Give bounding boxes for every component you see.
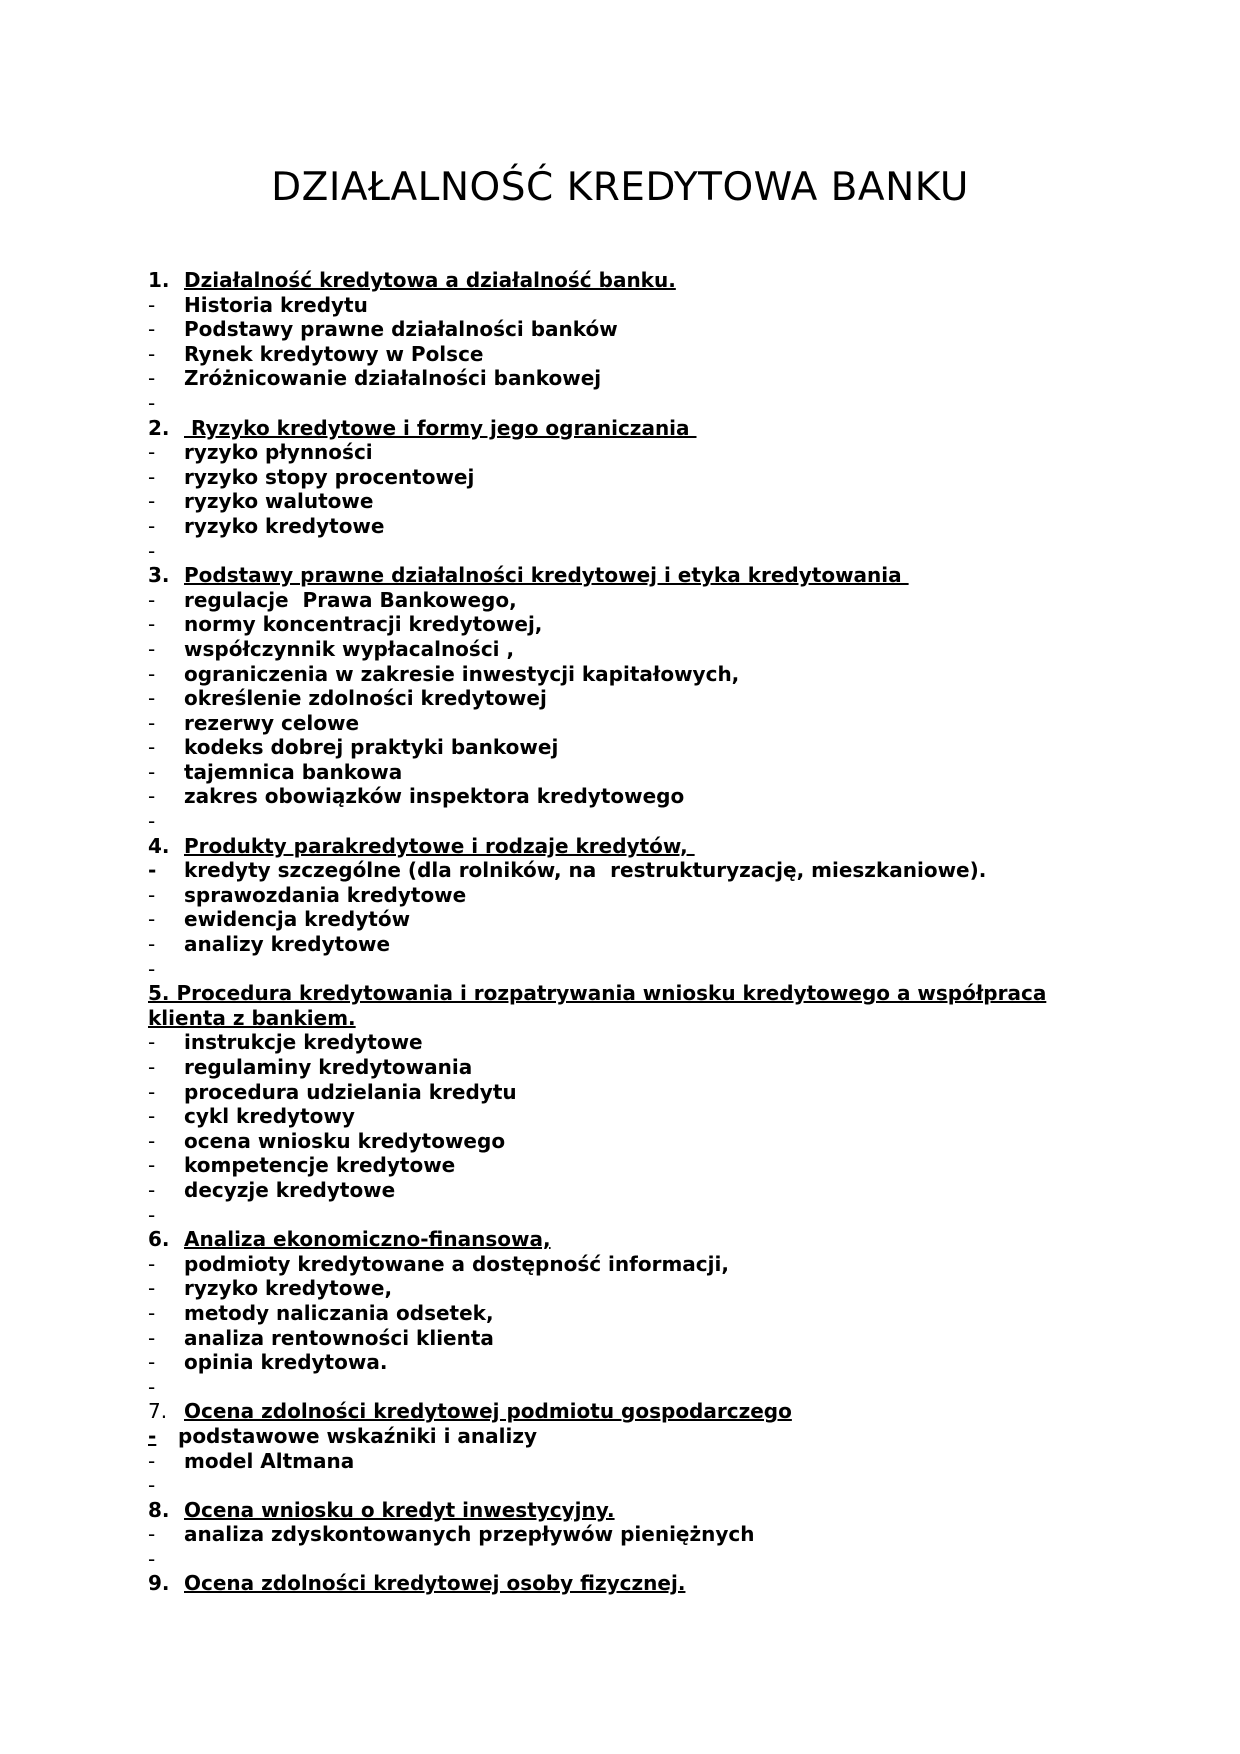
list-marker: - [148,1448,156,1473]
list-item [148,1252,1148,1277]
list-marker: - [148,513,156,538]
list-text: normy koncentracji kredytowej, [184,612,543,637]
list-text: regulacje Prawa Bankowego, [184,587,517,612]
list-item [148,1449,1148,1474]
list-marker: - [148,1153,156,1178]
list-item [148,784,1148,809]
list-marker: - [148,1546,156,1571]
list-marker: - [148,440,156,465]
list-text: Działalność kredytowa a działalność banku. [184,268,676,292]
list-text: ocena wniosku kredytowego [184,1128,506,1153]
list-marker: - [148,292,156,317]
section-heading [148,1006,1148,1031]
list-text: podmioty kredytowane a dostępność informacji, [184,1251,729,1276]
list-item [148,366,1148,391]
section-heading [148,1399,1148,1424]
list-text: ryzyko kredytowe [184,513,385,538]
list-marker: - [148,587,156,612]
list-marker: - [148,1473,156,1498]
list-text: podstawowe wskaźniki i analizy [178,1423,538,1448]
section-heading [148,416,1148,441]
list-text: model Altmana [184,1448,355,1473]
list-marker: 2. [148,415,170,440]
list-marker: - [148,882,156,907]
list-marker: 4. [148,833,170,858]
list-marker: - [148,1276,156,1301]
list-item [148,1276,1148,1301]
list-text: rezerwy celowe [184,710,360,735]
list-item [148,1129,1148,1154]
list-item [148,1104,1148,1129]
list-item [148,612,1148,637]
list-item [148,465,1148,490]
list-marker: - [148,661,156,686]
list-marker: - [148,390,156,415]
list-item [148,1030,1148,1055]
section-heading [148,1571,1148,1596]
list-marker: - [148,1079,156,1104]
list-marker: - [148,784,156,809]
list-text: analiza rentowności klienta [184,1325,494,1350]
section-heading [148,1498,1148,1523]
list-text: kompetencje kredytowe [184,1153,456,1178]
list-marker: - [148,710,156,735]
list-marker: - [148,1350,156,1375]
outline-list [148,268,1148,1596]
list-marker: - [148,858,157,883]
list-text: zakres obowiązków inspektora kredytowego [184,784,685,809]
list-text: Zróżnicowanie działalności bankowej [184,366,602,391]
list-marker: - [148,1251,156,1276]
list-item [148,1326,1148,1351]
list-marker: - [148,1128,156,1153]
list-item [148,1522,1148,1547]
section-heading [148,1227,1148,1252]
list-marker: 8. [148,1497,170,1522]
list-text: kodeks dobrej praktyki bankowej [184,735,559,760]
list-item [148,735,1148,760]
list-marker: 1. [148,268,170,292]
list-text: ryzyko płynności [184,440,373,465]
section-heading [148,563,1148,588]
list-text: Podstawy prawne działalności banków [184,317,618,342]
list-text: procedura udzielania kredytu [184,1079,517,1104]
list-item [148,1301,1148,1326]
list-text: regulaminy kredytowania [184,1055,473,1079]
list-text: ryzyko walutowe [184,489,374,514]
list-marker: 3. [148,563,170,588]
list-text: analizy kredytowe [184,932,391,957]
list-marker: - [148,1030,156,1055]
list-item [148,588,1148,613]
list-marker: - [148,341,156,366]
list-text: ryzyko stopy procentowej [184,464,475,489]
list-marker: - [148,686,156,711]
list-marker: - [148,1104,156,1129]
list-marker: - [148,1055,156,1079]
list-item [148,489,1148,514]
list-item [148,391,1148,416]
list-item [148,1473,1148,1498]
list-item [148,293,1148,318]
list-item [148,317,1148,342]
list-marker: - [148,735,156,760]
list-item [148,858,1148,883]
list-marker: - [148,636,156,661]
list-marker: - [148,956,156,981]
list-text: Ocena wniosku o kredyt inwestycyjny. [184,1497,615,1522]
list-marker: - [148,1522,156,1547]
list-text: Ryzyko kredytowe i formy jego ograniczania [184,415,697,440]
list-item [148,1055,1148,1080]
list-item [148,883,1148,908]
list-text: klienta z bankiem. [148,1005,356,1030]
list-item [148,932,1148,957]
list-marker: - [148,907,156,932]
list-marker: - [148,809,156,834]
list-text: kredyty szczególne (dla rolników, na restrukturyzację, mieszkaniowe). [184,858,987,883]
list-text: Historia kredytu [184,292,368,317]
list-item [148,907,1148,932]
list-marker: - [148,612,156,637]
list-item [148,1424,1148,1449]
list-marker: - [148,1423,157,1448]
list-item [148,686,1148,711]
document-title: DZIAŁALNOŚĆ KREDYTOWA BANKU [271,165,969,210]
list-text: opinia kredytowa. [184,1350,388,1375]
list-item [148,1203,1148,1228]
list-marker: - [148,1177,156,1202]
list-item [148,957,1148,982]
list-marker: - [148,317,156,342]
list-marker: 9. [148,1571,170,1596]
list-item [148,1178,1148,1203]
list-item [148,1350,1148,1375]
list-text: ewidencja kredytów [184,907,411,932]
list-item [148,662,1148,687]
list-item [148,1153,1148,1178]
list-text: ryzyko kredytowe, [184,1276,393,1301]
list-text: Ocena zdolności kredytowej podmiotu gospodarczego [184,1399,792,1424]
list-item [148,1080,1148,1105]
list-text: ograniczenia w zakresie inwestycji kapitałowych, [184,661,740,686]
list-text: cykl kredytowy [184,1104,355,1129]
list-marker: - [148,1374,156,1399]
list-text: 5. Procedura kredytowania i rozpatrywania wniosku kredytowego a współpraca [148,981,1047,1006]
list-item [148,760,1148,785]
list-item [148,440,1148,465]
list-marker: - [148,366,156,391]
list-item [148,514,1148,539]
section-heading [148,268,1148,293]
list-text: Podstawy prawne działalności kredytowej i etyka kredytowania [184,563,909,588]
list-text: decyzje kredytowe [184,1177,396,1202]
list-text: sprawozdania kredytowe [184,882,467,907]
list-text: instrukcje kredytowe [184,1030,423,1055]
section-heading [148,834,1148,859]
list-marker: 6. [148,1227,170,1252]
list-item [148,809,1148,834]
list-text: Analiza ekonomiczno-finansowa, [184,1227,551,1252]
list-text: współczynnik wypłacalności , [184,636,515,661]
list-text: Rynek kredytowy w Polsce [184,341,484,366]
list-item [148,1375,1148,1400]
list-marker: - [148,464,156,489]
list-text: Produkty parakredytowe i rodzaje kredytów, [184,833,695,858]
list-item [148,1547,1148,1572]
list-item [148,539,1148,564]
list-text: tajemnica bankowa [184,759,403,784]
list-text: określenie zdolności kredytowej [184,686,547,711]
list-text: metody naliczania odsetek, [184,1300,494,1325]
list-marker: - [148,932,156,957]
list-marker: - [148,538,156,563]
list-text: Ocena zdolności kredytowej osoby fizycznej. [184,1571,686,1596]
list-marker: - [148,1300,156,1325]
list-marker: - [148,489,156,514]
list-marker: - [148,1325,156,1350]
list-item [148,342,1148,367]
list-text: analiza zdyskontowanych przepływów pieniężnych [184,1522,755,1547]
list-marker: 7. [148,1399,168,1424]
list-marker: - [148,1202,156,1227]
list-item [148,711,1148,736]
list-marker: - [148,759,156,784]
section-heading [148,981,1148,1006]
list-item [148,637,1148,662]
